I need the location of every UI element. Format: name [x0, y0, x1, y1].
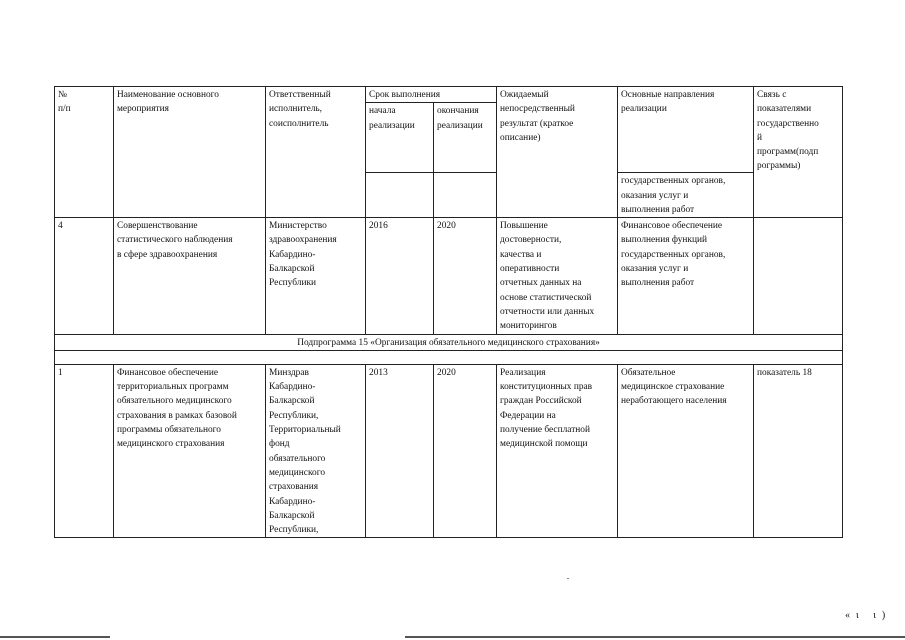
header-link: Связь с показателями государственно й программ(подп рограммы): [754, 87, 843, 218]
scan-artifact: [0, 636, 110, 638]
row-num: 4: [55, 218, 114, 334]
row-responsible: Минздрав Кабардино- Балкарской Республики, Территориальный фонд обязательного медицинского страхования Кабардино- Балкарской Республики,: [266, 364, 366, 538]
header-row: [55, 87, 843, 103]
program-activities-table: [54, 86, 843, 538]
subprogram-title: Подпрограмма 15 «Организация обязательного медицинского страхования»: [55, 334, 843, 350]
header-start: начала реализации: [366, 103, 434, 173]
row-start: 2013: [366, 364, 434, 538]
row-start: 2016: [366, 218, 434, 334]
header-directions: Основные направления реализации: [618, 87, 754, 173]
empty-cell: [55, 350, 843, 364]
row-name: Финансовое обеспечение территориальных программ обязательного медицинского страхования в рамках базовой программы обязательного медицинского страхования: [114, 364, 266, 538]
page-marks: «ι ι): [845, 610, 892, 621]
row-result: Реализация конституционных прав граждан Российской Федерации на получение бесплатной медицинской помощи: [497, 364, 618, 538]
row-end: 2020: [434, 218, 497, 334]
row-result: Повышение достоверности, качества и оперативности отчетных данных на основе статистической отчетности или данных мониторингов: [497, 218, 618, 334]
row-link: показатель 18: [754, 364, 843, 538]
row-end: 2020: [434, 364, 497, 538]
scan-artifact: [405, 636, 905, 638]
header-result: Ожидаемый непосредственный результат (краткое описание): [497, 87, 618, 218]
row-responsible: Министерство здравоохранения Кабардино- Балкарской Республики: [266, 218, 366, 334]
header-end: окончания реализации: [434, 103, 497, 173]
empty-cell: [366, 173, 434, 218]
table-row: [55, 218, 843, 334]
scan-speck: [567, 578, 569, 579]
continuation-directions: государственных органов, оказания услуг и выполнения работ: [618, 173, 754, 218]
row-directions: Финансовое обеспечение выполнения функций государственных органов, оказания услуг и выполнения работ: [618, 218, 754, 334]
row-name: Совершенствование статистического наблюдения в сфере здравоохранения: [114, 218, 266, 334]
row-directions: Обязательное медицинское страхование неработающего населения: [618, 364, 754, 538]
spacer-row: [55, 350, 843, 364]
subprogram-row: [55, 334, 843, 350]
row-link: [754, 218, 843, 334]
header-term: Срок выполнения: [366, 87, 497, 103]
header-name: Наименование основного мероприятия: [114, 87, 266, 218]
table-row: [55, 364, 843, 538]
empty-cell: [434, 173, 497, 218]
header-responsible: Ответственный исполнитель, соисполнитель: [266, 87, 366, 218]
row-num: 1: [55, 364, 114, 538]
header-num: № п/п: [55, 87, 114, 218]
